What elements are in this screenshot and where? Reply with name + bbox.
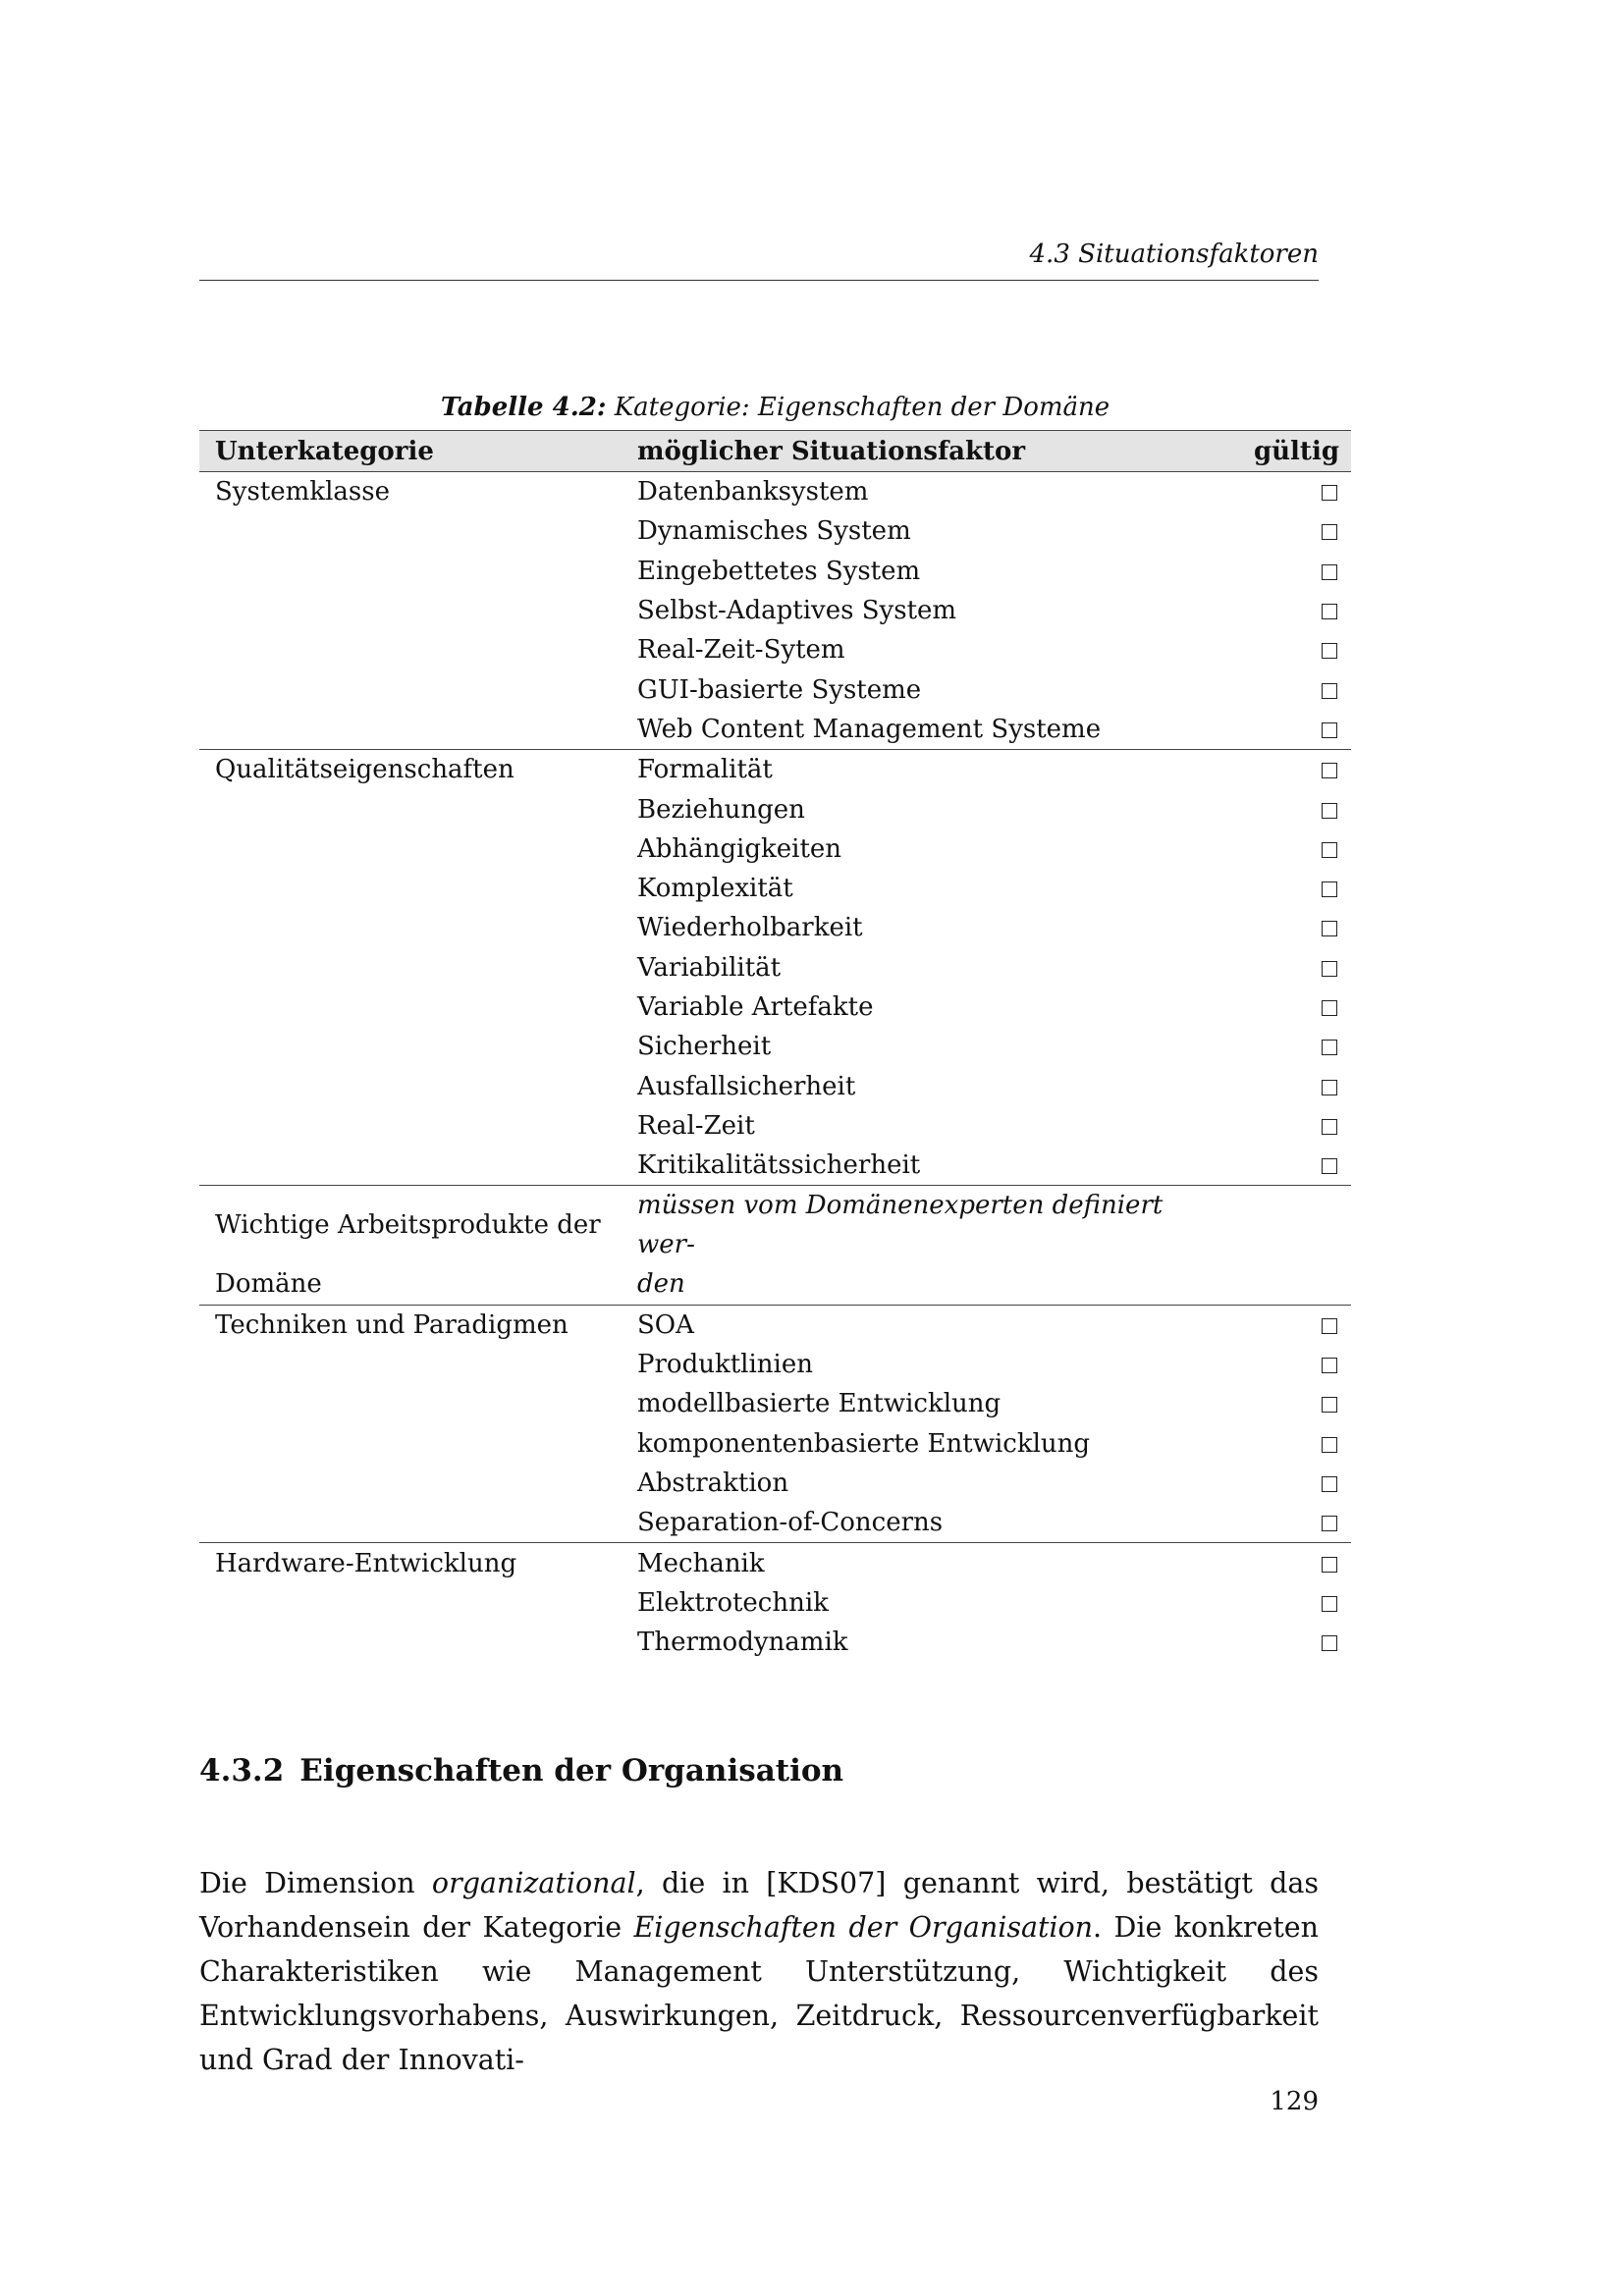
table-row <box>199 1186 1351 1265</box>
checkbox-icon[interactable] <box>1322 1557 1337 1573</box>
checkbox-icon[interactable] <box>1322 1000 1337 1016</box>
caption-text: Kategorie: Eigenschaften der Domäne <box>614 393 1110 422</box>
checkbox-icon[interactable] <box>1322 643 1337 659</box>
situation-factor-table <box>199 430 1351 1662</box>
table-row <box>199 869 1351 908</box>
valid-cell <box>1226 1384 1351 1423</box>
factor-cell: Eingebettetes System <box>637 556 921 586</box>
checkbox-icon[interactable] <box>1322 1040 1337 1055</box>
checkbox-icon[interactable] <box>1322 1635 1337 1651</box>
checkbox-icon[interactable] <box>1322 1119 1337 1135</box>
table-row <box>199 1264 1351 1305</box>
table-row <box>199 750 1351 790</box>
empty-cell <box>199 552 622 591</box>
checkbox-icon[interactable] <box>1322 803 1337 819</box>
table-row <box>199 1464 1351 1503</box>
checkbox-icon[interactable] <box>1322 1318 1337 1334</box>
paragraph-text: Die Dimension <box>199 1867 432 1899</box>
checkbox-icon[interactable] <box>1322 1358 1337 1373</box>
factor-note-cell: müssen vom Domänenexperten definiert wer- <box>622 1186 1226 1265</box>
table-row <box>199 1066 1351 1105</box>
section-number: 4.3.2 <box>199 1753 285 1789</box>
factor-cell: Sicherheit <box>637 1032 772 1062</box>
table-row <box>199 1503 1351 1543</box>
valid-cell <box>1226 1424 1351 1464</box>
factor-cell: Thermodynamik <box>637 1628 848 1658</box>
factor-cell: Selbst-Adaptives System <box>637 596 957 626</box>
empty-cell <box>199 908 622 947</box>
checkbox-icon[interactable] <box>1322 842 1337 858</box>
checkbox-icon[interactable] <box>1322 1476 1337 1492</box>
table-row <box>199 472 1351 512</box>
empty-cell <box>199 1027 622 1066</box>
valid-cell <box>1226 1345 1351 1384</box>
table-row <box>199 948 1351 988</box>
empty-cell <box>199 829 622 869</box>
checkbox-icon[interactable] <box>1322 1158 1337 1174</box>
table-row <box>199 1345 1351 1384</box>
checkbox-icon[interactable] <box>1322 921 1337 936</box>
checkbox-icon[interactable] <box>1322 1397 1337 1413</box>
table-row <box>199 1305 1351 1345</box>
empty-cell <box>199 669 622 709</box>
valid-cell <box>1226 829 1351 869</box>
valid-cell <box>1226 869 1351 908</box>
page-number: 129 <box>1270 2087 1319 2116</box>
empty-cell <box>199 511 622 551</box>
paragraph-text: . Die konkreten Charakteristiken wie Management Unterstützung, Wichtigkeit des Entwicklungsvorhabens, Auswirkungen, Zeitdruck, Ressourcenverfügbarkeit und Grad der Innovati- <box>199 1911 1319 2076</box>
factor-cell: Abstraktion <box>637 1468 789 1498</box>
valid-cell <box>1226 1066 1351 1105</box>
paragraph-emphasis: organizational <box>431 1867 636 1899</box>
checkbox-icon[interactable] <box>1322 763 1337 778</box>
valid-cell <box>1226 1583 1351 1623</box>
table-row <box>199 511 1351 551</box>
factor-cell: komponentenbasierte Entwicklung <box>637 1428 1091 1459</box>
checkbox-icon[interactable] <box>1322 881 1337 897</box>
body-paragraph <box>199 1861 1319 2082</box>
factor-note-cell: den <box>637 1269 685 1300</box>
subcategory-cell: Hardware-Entwicklung <box>199 1543 622 1583</box>
table-row <box>199 552 1351 591</box>
paragraph-text: , die in [KDS07] genannt wird, bestätigt das Vorhandensein der Kategorie <box>199 1867 1319 1944</box>
empty-cell <box>1226 1264 1351 1305</box>
valid-cell <box>1226 710 1351 750</box>
valid-cell <box>1226 908 1351 947</box>
empty-cell <box>199 710 622 750</box>
running-header: 4.3 Situationsfaktoren <box>1029 240 1319 269</box>
factor-cell: Abhängigkeiten <box>637 833 842 864</box>
valid-cell <box>1226 948 1351 988</box>
section-heading <box>199 1753 843 1789</box>
subcategory-cell: Systemklasse <box>199 472 622 512</box>
table-row <box>199 1146 1351 1186</box>
subcategory-cell: Wichtige Arbeitsprodukte der <box>199 1186 622 1265</box>
table-body <box>199 472 1351 1663</box>
factor-cell: Dynamisches System <box>637 516 911 547</box>
empty-cell <box>199 630 622 669</box>
valid-cell <box>1226 669 1351 709</box>
checkbox-icon[interactable] <box>1322 1516 1337 1531</box>
checkbox-icon[interactable] <box>1322 1437 1337 1453</box>
checkbox-icon[interactable] <box>1322 564 1337 580</box>
subcategory-cell: Techniken und Paradigmen <box>199 1305 622 1345</box>
subcategory-cell: Qualitätseigenschaften <box>199 750 622 790</box>
valid-cell <box>1226 1106 1351 1146</box>
valid-cell <box>1226 591 1351 630</box>
table-row <box>199 908 1351 947</box>
table-row <box>199 1384 1351 1423</box>
factor-cell: Elektrotechnik <box>637 1587 829 1618</box>
checkbox-icon[interactable] <box>1322 604 1337 619</box>
empty-cell <box>199 1146 622 1186</box>
column-header-valid: gültig <box>1226 431 1351 472</box>
table-row <box>199 988 1351 1027</box>
factor-cell: Kritikalitätssicherheit <box>637 1150 921 1181</box>
checkbox-icon[interactable] <box>1322 683 1337 699</box>
factor-cell: Beziehungen <box>637 794 805 825</box>
section-title: Eigenschaften der Organisation <box>299 1753 844 1789</box>
table-row <box>199 1623 1351 1662</box>
table-row <box>199 789 1351 828</box>
table-row <box>199 630 1351 669</box>
factor-cell: Separation-of-Concerns <box>637 1508 944 1538</box>
empty-cell <box>199 1106 622 1146</box>
empty-cell <box>199 789 622 828</box>
subcategory-cell: Domäne <box>215 1269 322 1300</box>
valid-cell <box>1226 1464 1351 1503</box>
checkbox-icon[interactable] <box>1322 722 1337 738</box>
valid-cell <box>1226 552 1351 591</box>
header-rule <box>199 280 1319 281</box>
factor-cell: Komplexität <box>637 874 793 904</box>
empty-cell <box>1226 1186 1351 1265</box>
valid-cell <box>1226 1146 1351 1186</box>
valid-cell <box>1226 1027 1351 1066</box>
empty-cell <box>199 1384 622 1423</box>
table-caption <box>199 393 1351 422</box>
factor-cell: GUI-basierte Systeme <box>637 674 922 705</box>
factor-cell: Web Content Management Systeme <box>637 714 1102 744</box>
empty-cell <box>199 988 622 1027</box>
empty-cell <box>199 1503 622 1543</box>
checkbox-icon[interactable] <box>1322 485 1337 501</box>
empty-cell <box>199 1623 622 1662</box>
table-row <box>199 829 1351 869</box>
factor-cell: SOA <box>622 1305 1226 1345</box>
factor-cell: Real-Zeit <box>637 1110 755 1141</box>
table-row <box>199 1543 1351 1583</box>
empty-cell <box>199 869 622 908</box>
valid-cell <box>1226 1503 1351 1543</box>
valid-cell <box>1226 750 1351 790</box>
checkbox-icon[interactable] <box>1322 1080 1337 1095</box>
valid-cell <box>1226 511 1351 551</box>
factor-cell: Ausfallsicherheit <box>637 1071 856 1101</box>
paragraph-emphasis: Eigenschaften der Organisation <box>633 1911 1094 1944</box>
valid-cell <box>1226 1305 1351 1345</box>
valid-cell <box>1226 1623 1351 1662</box>
valid-cell <box>1226 988 1351 1027</box>
factor-cell: Mechanik <box>622 1543 1226 1583</box>
table-row <box>199 1027 1351 1066</box>
valid-cell <box>1226 1543 1351 1583</box>
checkbox-icon[interactable] <box>1322 524 1337 540</box>
column-header-subcategory: Unterkategorie <box>199 431 622 472</box>
checkbox-icon[interactable] <box>1322 1596 1337 1612</box>
factor-cell: Real-Zeit-Sytem <box>637 635 845 666</box>
factor-cell: modellbasierte Entwicklung <box>637 1389 1001 1419</box>
empty-cell <box>199 1583 622 1623</box>
table-row <box>199 669 1351 709</box>
table-row <box>199 1106 1351 1146</box>
empty-cell <box>199 1424 622 1464</box>
factor-cell: Datenbanksystem <box>622 472 1226 512</box>
empty-cell <box>199 1066 622 1105</box>
empty-cell <box>199 948 622 988</box>
column-header-factor: möglicher Situationsfaktor <box>622 431 1226 472</box>
factor-cell: Produktlinien <box>637 1350 813 1380</box>
checkbox-icon[interactable] <box>1322 961 1337 977</box>
empty-cell <box>199 1464 622 1503</box>
table-row <box>199 1424 1351 1464</box>
valid-cell <box>1226 789 1351 828</box>
factor-cell: Variable Artefakte <box>637 992 874 1022</box>
table-header-row <box>199 431 1351 472</box>
empty-cell <box>199 1345 622 1384</box>
table-row <box>199 591 1351 630</box>
factor-cell: Wiederholbarkeit <box>637 913 863 943</box>
factor-cell: Formalität <box>622 750 1226 790</box>
caption-label: Tabelle 4.2: <box>440 393 607 422</box>
table-row <box>199 1583 1351 1623</box>
empty-cell <box>199 591 622 630</box>
factor-cell: Variabilität <box>637 952 782 983</box>
table-row <box>199 710 1351 750</box>
valid-cell <box>1226 630 1351 669</box>
valid-cell <box>1226 472 1351 512</box>
